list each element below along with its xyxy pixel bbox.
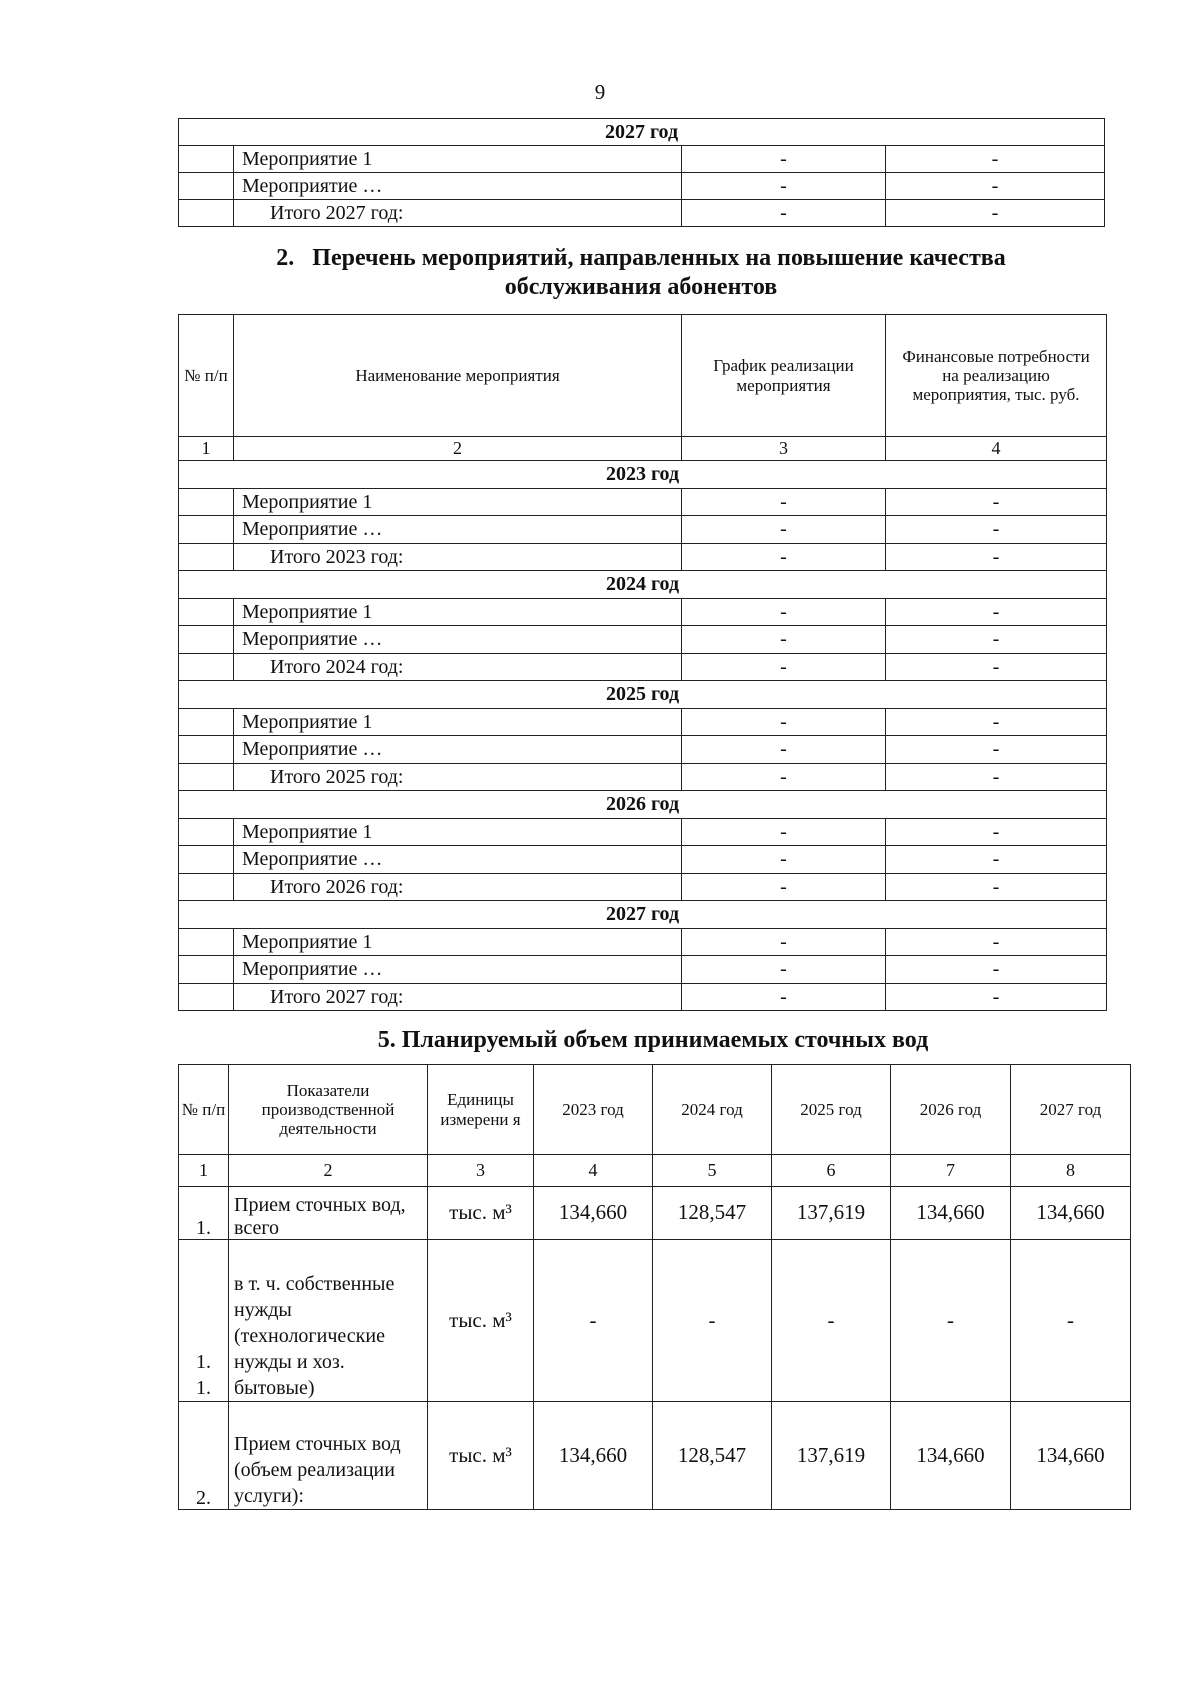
row-number: 1. 1. bbox=[179, 1240, 229, 1402]
year-label: 2025 год bbox=[179, 681, 1107, 709]
event-name: Мероприятие 1 bbox=[234, 818, 682, 846]
value-cell: 134,660 bbox=[891, 1187, 1011, 1240]
value-cell: 137,619 bbox=[772, 1187, 891, 1240]
column-number: 8 bbox=[1011, 1155, 1131, 1187]
table-row bbox=[179, 1402, 1131, 1510]
event-name: Мероприятие 1 bbox=[234, 146, 682, 173]
value-cell: - bbox=[653, 1240, 772, 1402]
table-row bbox=[179, 543, 1107, 571]
total-name: Итого 2026 год: bbox=[234, 873, 682, 901]
table-row bbox=[179, 736, 1107, 764]
finance-cell: - bbox=[886, 956, 1107, 984]
schedule-cell: - bbox=[682, 173, 886, 200]
unit-cell: тыс. м³ bbox=[428, 1402, 534, 1510]
column-number: 7 bbox=[891, 1155, 1011, 1187]
total-name: Итого 2027 год: bbox=[234, 200, 682, 227]
table-row bbox=[179, 928, 1107, 956]
finance-cell: - bbox=[886, 818, 1107, 846]
table-row bbox=[179, 146, 1105, 173]
table-row bbox=[179, 983, 1107, 1011]
finance-cell: - bbox=[886, 516, 1107, 544]
column-number: 3 bbox=[682, 437, 886, 461]
value-cell: 134,660 bbox=[1011, 1402, 1131, 1510]
column-number: 4 bbox=[534, 1155, 653, 1187]
table-row bbox=[179, 653, 1107, 681]
row-number: 2. bbox=[179, 1402, 229, 1510]
schedule-cell: - bbox=[682, 873, 886, 901]
finance-cell: - bbox=[886, 736, 1107, 764]
value-cell: 128,547 bbox=[653, 1402, 772, 1510]
column-number: 2 bbox=[229, 1155, 428, 1187]
event-name: Мероприятие … bbox=[234, 516, 682, 544]
schedule-cell: - bbox=[682, 516, 886, 544]
schedule-cell: - bbox=[682, 543, 886, 571]
total-name: Итого 2027 год: bbox=[234, 983, 682, 1011]
finance-cell: - bbox=[886, 598, 1107, 626]
event-name: Мероприятие … bbox=[234, 736, 682, 764]
year-row bbox=[179, 461, 1107, 489]
value-cell: 134,660 bbox=[1011, 1187, 1131, 1240]
events-table bbox=[178, 314, 1107, 1011]
finance-cell: - bbox=[886, 846, 1107, 874]
year-label: 2023 год bbox=[179, 461, 1107, 489]
table-row bbox=[179, 1240, 1131, 1402]
header-year: 2025 год bbox=[772, 1065, 891, 1155]
event-name: Мероприятие 1 bbox=[234, 708, 682, 736]
header-num: № п/п bbox=[179, 315, 234, 437]
indicator-name: Прием сточных вод, всего bbox=[229, 1187, 428, 1240]
column-number: 3 bbox=[428, 1155, 534, 1187]
schedule-cell: - bbox=[682, 983, 886, 1011]
finance-cell: - bbox=[886, 200, 1105, 227]
year-row bbox=[179, 791, 1107, 819]
column-numbers-row bbox=[179, 1155, 1131, 1187]
header-year: 2027 год bbox=[1011, 1065, 1131, 1155]
event-name: Мероприятие 1 bbox=[234, 488, 682, 516]
header-year: 2023 год bbox=[534, 1065, 653, 1155]
volume-table bbox=[178, 1064, 1131, 1510]
value-cell: 134,660 bbox=[534, 1187, 653, 1240]
header-finance: Финансовые потребности на реализацию мероприятия, тыс. руб. bbox=[886, 315, 1107, 437]
finance-cell: - bbox=[886, 763, 1107, 791]
finance-cell: - bbox=[886, 928, 1107, 956]
column-number: 5 bbox=[653, 1155, 772, 1187]
finance-cell: - bbox=[886, 488, 1107, 516]
column-number: 4 bbox=[886, 437, 1107, 461]
year-label: 2026 год bbox=[179, 791, 1107, 819]
schedule-cell: - bbox=[682, 763, 886, 791]
schedule-cell: - bbox=[682, 488, 886, 516]
header-num: № п/п bbox=[179, 1065, 229, 1155]
schedule-cell: - bbox=[682, 598, 886, 626]
events-body bbox=[179, 461, 1107, 1011]
row-number: 1. bbox=[179, 1187, 229, 1240]
table-row bbox=[179, 956, 1107, 984]
event-name: Мероприятие 1 bbox=[234, 598, 682, 626]
table-row bbox=[179, 598, 1107, 626]
schedule-cell: - bbox=[682, 956, 886, 984]
finance-cell: - bbox=[886, 653, 1107, 681]
section-2-heading bbox=[178, 244, 1104, 302]
events-table-continuation bbox=[178, 118, 1105, 227]
finance-cell: - bbox=[886, 543, 1107, 571]
value-cell: 137,619 bbox=[772, 1402, 891, 1510]
unit-cell: тыс. м³ bbox=[428, 1187, 534, 1240]
schedule-cell: - bbox=[682, 818, 886, 846]
indicator-name: в т. ч. собственные нужды (технологические нужды и хоз. бытовые) bbox=[229, 1240, 428, 1402]
year-row bbox=[179, 901, 1107, 929]
header-schedule: График реализации мероприятия bbox=[682, 315, 886, 437]
table-row bbox=[179, 200, 1105, 227]
table-row bbox=[179, 626, 1107, 654]
year-row bbox=[179, 681, 1107, 709]
column-number: 6 bbox=[772, 1155, 891, 1187]
value-cell: - bbox=[772, 1240, 891, 1402]
unit-cell: тыс. м³ bbox=[428, 1240, 534, 1402]
schedule-cell: - bbox=[682, 736, 886, 764]
year-label: 2027 год bbox=[179, 901, 1107, 929]
column-number: 1 bbox=[179, 1155, 229, 1187]
table-row bbox=[179, 763, 1107, 791]
value-cell: - bbox=[1011, 1240, 1131, 1402]
table-row bbox=[179, 488, 1107, 516]
header-unit: Единицы измерени я bbox=[428, 1065, 534, 1155]
value-cell: - bbox=[891, 1240, 1011, 1402]
table-row bbox=[179, 708, 1107, 736]
schedule-cell: - bbox=[682, 626, 886, 654]
schedule-cell: - bbox=[682, 653, 886, 681]
value-cell: - bbox=[534, 1240, 653, 1402]
total-name: Итого 2025 год: bbox=[234, 763, 682, 791]
value-cell: 134,660 bbox=[891, 1402, 1011, 1510]
year-row bbox=[179, 119, 1105, 146]
year-label: 2024 год bbox=[179, 571, 1107, 599]
finance-cell: - bbox=[886, 173, 1105, 200]
event-name: Мероприятие … bbox=[234, 173, 682, 200]
year-label: 2027 год bbox=[179, 119, 1105, 146]
section-2-heading-line-1: 2. Перечень мероприятий, направленных на повышение качества bbox=[276, 245, 1006, 271]
value-cell: 128,547 bbox=[653, 1187, 772, 1240]
finance-cell: - bbox=[886, 626, 1107, 654]
finance-cell: - bbox=[886, 873, 1107, 901]
schedule-cell: - bbox=[682, 928, 886, 956]
event-name: Мероприятие … bbox=[234, 956, 682, 984]
finance-cell: - bbox=[886, 708, 1107, 736]
schedule-cell: - bbox=[682, 708, 886, 736]
indicator-name: Прием сточных вод (объем реализации услуги): bbox=[229, 1402, 428, 1510]
year-row bbox=[179, 571, 1107, 599]
event-name: Мероприятие … bbox=[234, 626, 682, 654]
event-name: Мероприятие … bbox=[234, 846, 682, 874]
header-year: 2024 год bbox=[653, 1065, 772, 1155]
value-cell: 134,660 bbox=[534, 1402, 653, 1510]
schedule-cell: - bbox=[682, 200, 886, 227]
table-header-row bbox=[179, 315, 1107, 437]
schedule-cell: - bbox=[682, 146, 886, 173]
schedule-cell: - bbox=[682, 846, 886, 874]
header-name: Наименование мероприятия bbox=[234, 315, 682, 437]
event-name: Мероприятие 1 bbox=[234, 928, 682, 956]
table-row bbox=[179, 818, 1107, 846]
header-indicator: Показатели производственной деятельности bbox=[229, 1065, 428, 1155]
column-number: 2 bbox=[234, 437, 682, 461]
section-2-heading-line-2: обслуживания абонентов bbox=[504, 273, 778, 300]
table-row bbox=[179, 873, 1107, 901]
total-name: Итого 2024 год: bbox=[234, 653, 682, 681]
table-header-row bbox=[179, 1065, 1131, 1155]
table-row bbox=[179, 846, 1107, 874]
total-name: Итого 2023 год: bbox=[234, 543, 682, 571]
page-number: 9 bbox=[594, 80, 606, 104]
finance-cell: - bbox=[886, 146, 1105, 173]
finance-cell: - bbox=[886, 983, 1107, 1011]
header-year: 2026 год bbox=[891, 1065, 1011, 1155]
section-5-heading: 5. Планируемый объем принимаемых сточных вод bbox=[377, 1027, 929, 1053]
column-number: 1 bbox=[179, 437, 234, 461]
column-numbers-row bbox=[179, 437, 1107, 461]
table-row bbox=[179, 516, 1107, 544]
table-row bbox=[179, 173, 1105, 200]
table-row bbox=[179, 1187, 1131, 1240]
